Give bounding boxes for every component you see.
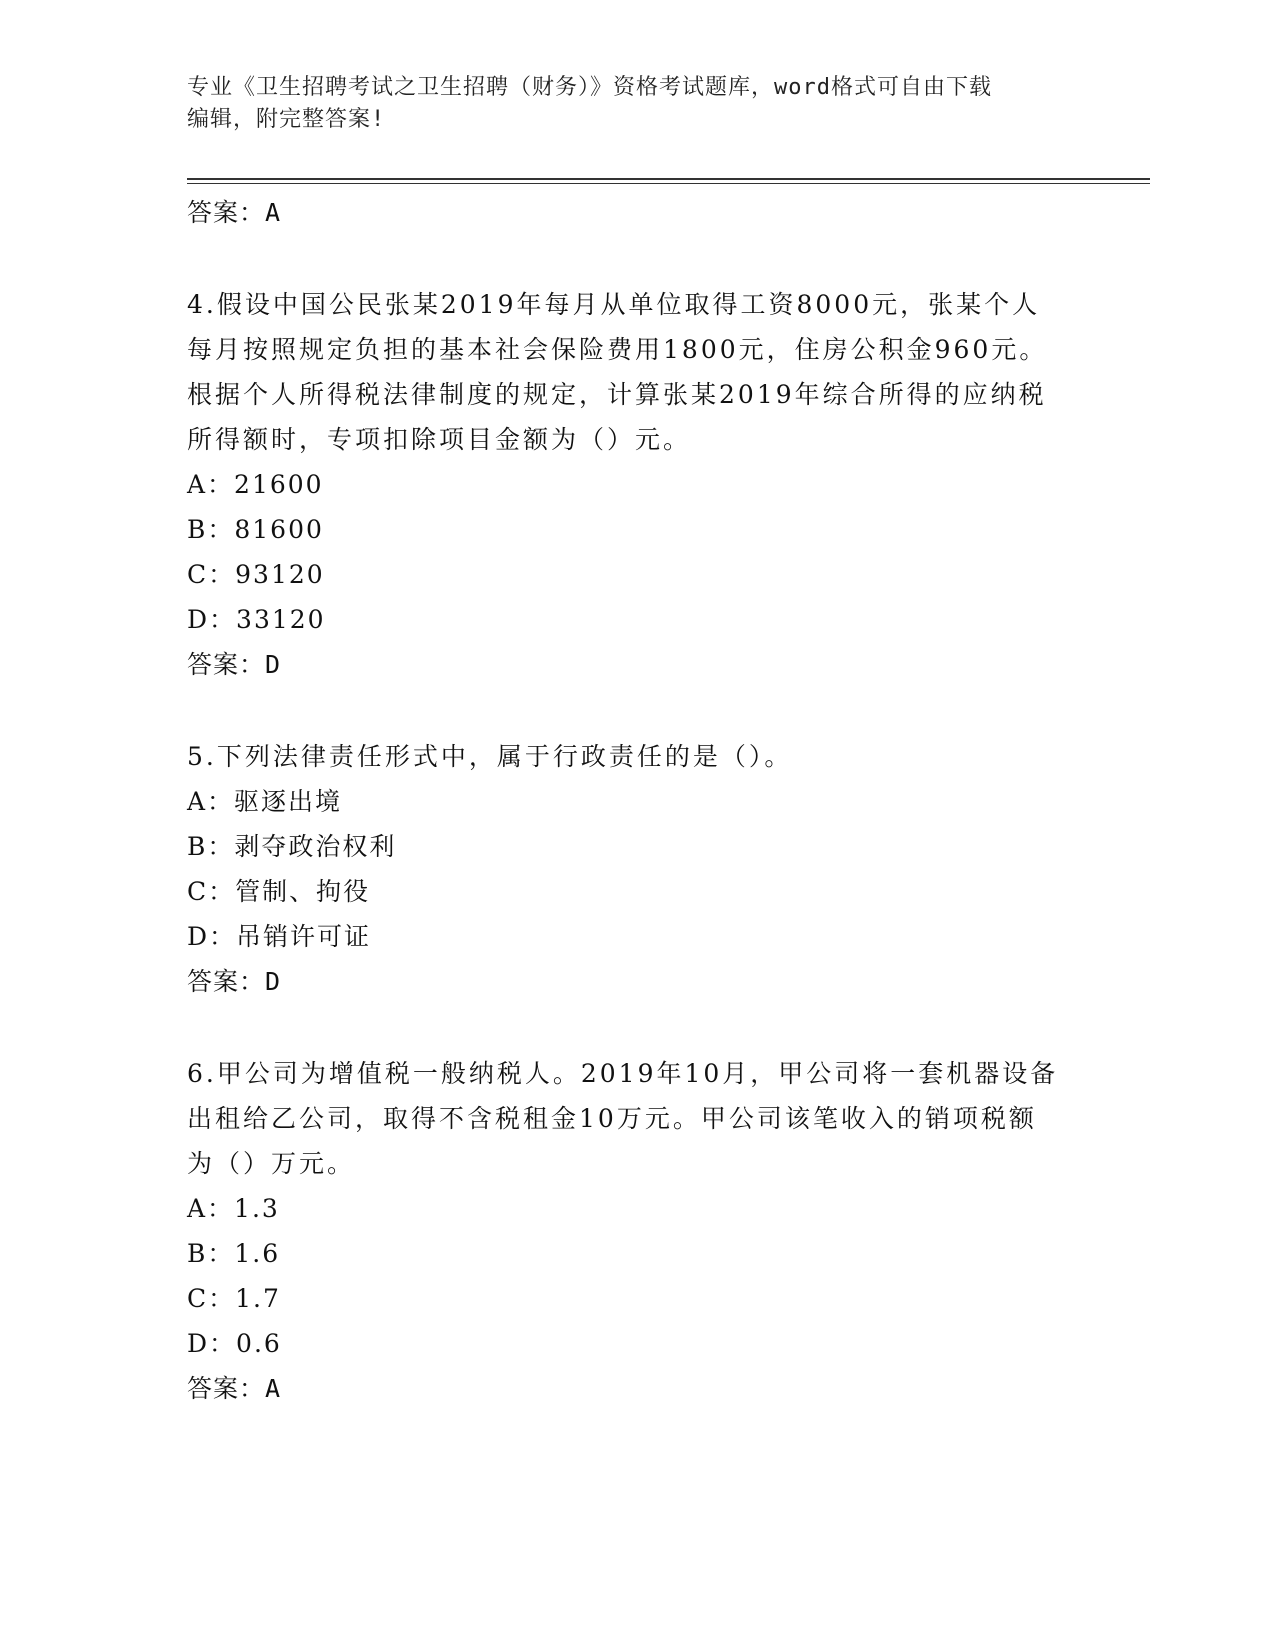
header-rule-thick xyxy=(187,178,1150,180)
header-line-2: 编辑，附完整答案! xyxy=(187,107,386,132)
question-answer: 答案：D xyxy=(187,967,282,996)
question-6 xyxy=(187,1051,1087,1412)
option-c: C：管制、拘役 xyxy=(187,877,371,906)
option-d: D：吊销许可证 xyxy=(187,922,372,951)
option-b: B：剥夺政治权利 xyxy=(187,832,397,861)
stem-line: 为（）万元。 xyxy=(187,1149,356,1178)
document-header-note xyxy=(187,72,1067,136)
header-line-1: 专业《卫生招聘考试之卫生招聘（财务）》资格考试题库，word格式可自由下载 xyxy=(187,75,992,100)
option-a: A：21600 xyxy=(187,470,324,499)
option-b: B：81600 xyxy=(187,515,324,544)
previous-answer: 答案：A xyxy=(187,198,282,227)
stem-line: 出租给乙公司，取得不含税租金10万元。甲公司该笔收入的销项税额 xyxy=(187,1104,1037,1133)
question-stem xyxy=(187,734,1087,779)
question-answer: 答案：A xyxy=(187,1374,282,1403)
option-c: C：93120 xyxy=(187,560,325,589)
question-4 xyxy=(187,282,1087,688)
option-a: A：1.3 xyxy=(187,1194,280,1223)
stem-line: 每月按照规定负担的基本社会保险费用1800元，住房公积金960元。 xyxy=(187,335,1048,364)
question-answer: 答案：D xyxy=(187,650,282,679)
option-d: D：33120 xyxy=(187,605,326,634)
question-stem xyxy=(187,282,1087,462)
option-d: D：0.6 xyxy=(187,1329,282,1358)
option-b: B：1.6 xyxy=(187,1239,281,1268)
question-5 xyxy=(187,734,1087,1005)
stem-line: 4.假设中国公民张某2019年每月从单位取得工资8000元，张某个人 xyxy=(187,290,1041,319)
header-rule-thin xyxy=(187,183,1150,184)
option-c: C：1.7 xyxy=(187,1284,281,1313)
stem-line: 5.下列法律责任形式中，属于行政责任的是（）。 xyxy=(187,742,793,771)
stem-line: 根据个人所得税法律制度的规定，计算张某2019年综合所得的应纳税 xyxy=(187,380,1047,409)
question-stem xyxy=(187,1051,1087,1186)
stem-line: 所得额时，专项扣除项目金额为（）元。 xyxy=(187,425,692,454)
question-list xyxy=(187,190,1087,1412)
stem-line: 6.甲公司为增值税一般纳税人。2019年10月，甲公司将一套机器设备 xyxy=(187,1059,1059,1088)
option-a: A：驱逐出境 xyxy=(187,787,343,816)
